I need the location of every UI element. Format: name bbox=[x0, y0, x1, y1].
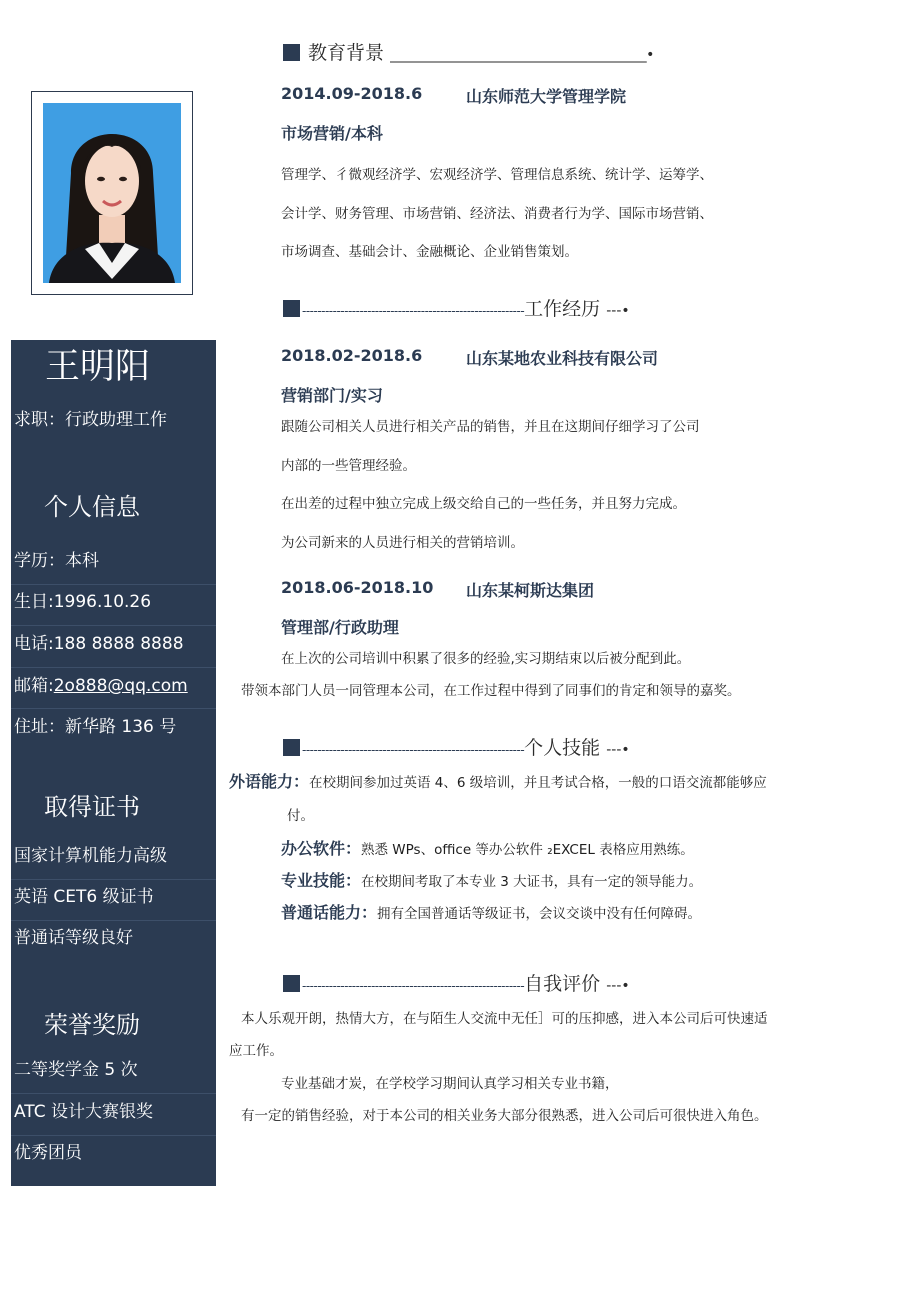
skill-text-continued: 付。 bbox=[287, 808, 314, 824]
personal-info-heading: 个人信息 bbox=[44, 493, 140, 521]
divider bbox=[11, 920, 216, 921]
email-label: 邮箱: bbox=[14, 676, 54, 696]
skill-text: 在校期间参加过英语 4、6 级培训，并且考试合格，一般的口语交流都能够应 bbox=[309, 775, 767, 791]
self-eval-line: 本人乐观开朗，热情大方，在与陌生人交流中无任］可的压抑感，进入本公司后可快速适 bbox=[241, 1011, 768, 1027]
job-date: 2018.06-2018.10 bbox=[281, 578, 434, 597]
square-bullet-icon bbox=[283, 975, 300, 992]
portrait-image bbox=[43, 103, 181, 283]
certificate-item: 普通话等级良好 bbox=[14, 928, 133, 948]
honor-item: 优秀团员 bbox=[14, 1143, 82, 1163]
job-duty-line: 带领本部门人员一同管理本公司，在工作过程中得到了同事们的肯定和领导的嘉奖。 bbox=[241, 683, 741, 699]
skill-label: 普通话能力： bbox=[281, 903, 378, 922]
honor-item: ATC 设计大赛银奖 bbox=[14, 1102, 153, 1122]
skills-heading-row bbox=[283, 736, 630, 762]
course-line: 会计学、财务管理、市场营销、经济法、消费者行为学、国际市场营销、 bbox=[281, 206, 713, 222]
skill-text: 拥有全国普通话等级证书，会议交谈中没有任何障碍。 bbox=[377, 906, 702, 922]
honors-heading: 荣誉奖励 bbox=[44, 1011, 140, 1039]
self-eval-heading-row bbox=[283, 972, 630, 998]
skill-item bbox=[229, 772, 767, 793]
education-heading: 教育背景 bbox=[308, 42, 385, 64]
candidate-name: 王明阳 bbox=[45, 347, 151, 387]
divider bbox=[11, 708, 216, 709]
skill-item bbox=[281, 903, 701, 924]
heading-rule: ---------------------------------------------------------- bbox=[302, 979, 525, 993]
education-level: 学历：本科 bbox=[14, 551, 99, 571]
square-bullet-icon bbox=[283, 300, 300, 317]
job-duty-line: 在出差的过程中独立完成上级交给自己的一些任务，并且努力完成。 bbox=[281, 496, 686, 512]
school-name: 山东师范大学管理学院 bbox=[466, 87, 627, 106]
honor-item: 二等奖学金 5 次 bbox=[14, 1060, 138, 1080]
certificate-item: 英语 CET6 级证书 bbox=[14, 887, 154, 907]
heading-rule-tail: ---• bbox=[606, 303, 630, 319]
certificates-heading: 取得证书 bbox=[44, 793, 140, 821]
photo-frame bbox=[31, 91, 193, 295]
skill-label: 专业技能： bbox=[281, 871, 362, 890]
work-heading-row bbox=[283, 297, 630, 323]
education-heading-row bbox=[283, 41, 654, 67]
divider bbox=[11, 584, 216, 585]
course-line: 市场调查、基础会计、金融概论、企业销售策划。 bbox=[281, 244, 578, 260]
email-link[interactable]: 2o888@qq.com bbox=[53, 676, 188, 696]
phone: 电话:188 8888 8888 bbox=[14, 634, 184, 654]
education-date: 2014.09-2018.6 bbox=[281, 84, 423, 103]
company-name: 山东某柯斯达集团 bbox=[466, 581, 595, 600]
address: 住址：新华路 136 号 bbox=[14, 717, 177, 737]
skill-text: 熟悉 WPs、office 等办公软件 ₂EXCEL 表格应用熟练。 bbox=[361, 842, 694, 858]
divider bbox=[11, 625, 216, 626]
major: 市场营销/本科 bbox=[281, 124, 383, 143]
certificate-item: 国家计算机能力高级 bbox=[14, 846, 167, 866]
course-line: 管理学、彳微观经济学、宏观经济学、管理信息系统、统计学、运筹学、 bbox=[281, 167, 713, 183]
square-bullet-icon bbox=[283, 739, 300, 756]
self-eval-line: 应工作。 bbox=[229, 1043, 283, 1059]
square-bullet-icon bbox=[283, 44, 300, 61]
job-duty-line: 在上次的公司培训中积累了很多的经验,实习期结束以后被分配到此。 bbox=[281, 651, 691, 667]
skill-label: 外语能力： bbox=[229, 772, 310, 791]
skill-item bbox=[281, 839, 694, 860]
heading-rule: ---------------------------------------------------------- bbox=[302, 743, 525, 757]
divider bbox=[11, 667, 216, 668]
divider bbox=[11, 879, 216, 880]
company-name: 山东某地农业科技有限公司 bbox=[466, 349, 659, 368]
profile-photo bbox=[43, 103, 181, 283]
divider bbox=[11, 1093, 216, 1094]
job-duty-line: 内部的一些管理经验。 bbox=[281, 458, 416, 474]
job-role: 管理部/行政助理 bbox=[281, 618, 399, 637]
heading-rule: ________________________________________• bbox=[390, 47, 654, 63]
heading-rule: ---------------------------------------------------------- bbox=[302, 304, 525, 318]
self-eval-line: 专业基础才炭，在学校学习期间认真学习相关专业书籍， bbox=[281, 1076, 619, 1092]
email-row bbox=[14, 675, 188, 697]
work-heading: 工作经历 bbox=[524, 298, 601, 320]
job-duty-line: 跟随公司相关人员进行相关产品的销售，并且在这期间仔细学习了公司 bbox=[281, 419, 700, 435]
self-eval-line: 有一定的销售经验，对于本公司的相关业务大部分很熟悉，进入公司后可很快进入角色。 bbox=[241, 1108, 768, 1124]
birthday: 生日:1996.10.26 bbox=[14, 592, 152, 612]
job-role: 营销部门/实习 bbox=[281, 386, 383, 405]
job-date: 2018.02-2018.6 bbox=[281, 346, 423, 365]
heading-rule-tail: ---• bbox=[606, 742, 630, 758]
skill-item bbox=[281, 871, 702, 892]
self-eval-heading: 自我评价 bbox=[524, 973, 601, 995]
job-objective: 求职：行政助理工作 bbox=[14, 410, 167, 430]
sidebar bbox=[11, 340, 216, 1186]
skill-text: 在校期间考取了本专业 3 大证书，具有一定的领导能力。 bbox=[361, 874, 703, 890]
heading-rule-tail: ---• bbox=[606, 978, 630, 994]
divider bbox=[11, 1135, 216, 1136]
skills-heading: 个人技能 bbox=[524, 737, 601, 759]
job-duty-line: 为公司新来的人员进行相关的营销培训。 bbox=[281, 535, 524, 551]
skill-label: 办公软件： bbox=[281, 839, 362, 858]
